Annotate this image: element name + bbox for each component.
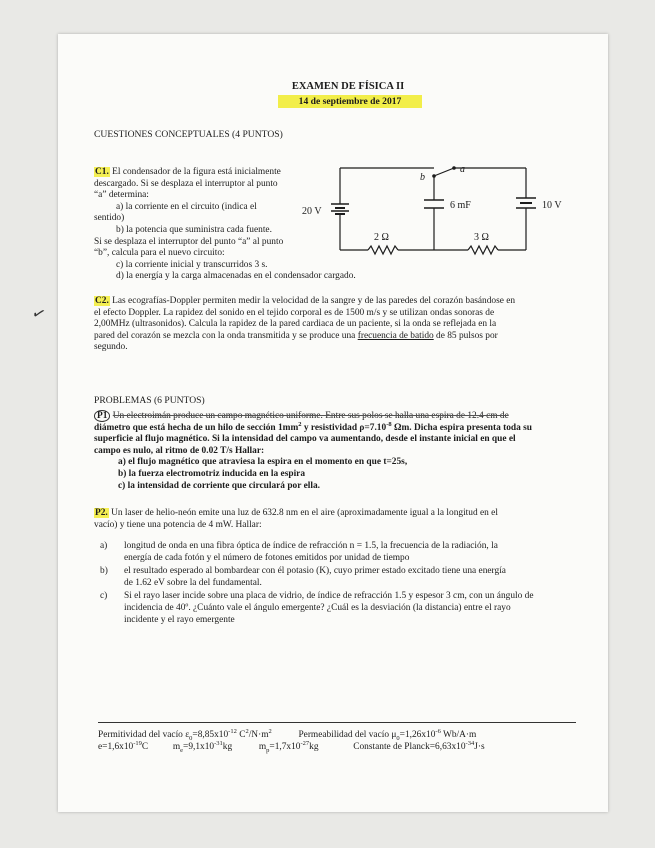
c1-line: El condensador de la figura está inicialmente [112,167,281,177]
const-planck [353,739,485,752]
c2-margin-mark: ✓ [29,304,48,325]
p1-line-2 [94,420,584,435]
c1-item-d: d) la energía y la carga almacenadas en el condensador cargado. [116,271,356,281]
switch-contact-a [452,166,456,170]
const-text: C [141,742,149,752]
p1-line: y resistividad ρ=7.10 [301,422,387,433]
p1-line: Ωm. Dicha espira presenta toda su [391,422,533,433]
exam-title: EXAMEN DE FÍSICA II [291,81,405,92]
c1-line: Si se desplaza el interruptor del punto “a” al punto [94,236,284,247]
p1-line: superficie al flujo magnético. Si la intensidad del campo va aumentando, desde el instante inicial en que el [94,434,516,445]
const-text: =1,26x10 [399,730,436,740]
const-electron-mass [172,739,233,754]
p2-item-letter: c) [100,591,108,602]
p1-item: a) el flujo magnético que atraviesa la espira en el momento en que t=25s, [118,457,408,468]
const-text: kg [309,742,319,752]
p1-item: b) la fuerza electromotriz inducida en la espira [118,468,306,479]
p1-line: Un electroimán produce un campo magnético uniforme. Entre sus polos se halla una espira de 12.4 cm de [112,411,509,421]
p2-item-a [94,541,584,564]
c2-line: segundo. [94,342,128,353]
const-text: Permeabilidad del vacío μ [298,730,397,740]
p2-item-line: de 1.62 eV sobre la del fundamental. [124,577,262,588]
p1-label: P1 [94,410,110,422]
const-text: Wb/A·m [440,730,477,740]
c2-line: de 85 pulsos por [436,330,498,341]
c2-line: pared del corazón se mezcla con la onda transmitida y se produce una [94,330,356,341]
p1-exp: -8 [386,420,392,428]
const-sub: e [180,746,184,754]
c2-line: el efecto Doppler. La rapidez del sonido en el tejido corporal es de 1500 m/s y se utilizan ondas sonoras de [94,307,495,318]
const-text: =8,85x10 [192,730,229,740]
exam-page [29,34,608,812]
c1-text [94,167,326,271]
p2-item-line: energía de cada fotón y el número de fotones emitidos por unidad de tiempo [124,552,410,563]
const-sub: p [266,746,270,754]
const-text: C [236,730,246,740]
p2-text [94,508,584,531]
c1-line: “a” determina: [94,190,149,201]
c1-item-c: c) la corriente inicial y transcurridos 3 s. [116,259,268,270]
const-exp: -31 [214,739,223,747]
const-sub: 0 [396,734,400,742]
p1-line: diámetro que está hecha de un hilo de sección 1mm [94,422,299,433]
const-sub: 0 [189,734,193,742]
constants-row-1 [98,727,477,742]
p1-item: c) la intensidad de corriente que circulará por ella. [118,480,320,491]
p2-item-line: longitud de onda en una fibra óptica de índice de refracción n = 1.5, la frecuencia de la radiación, la [124,541,498,551]
c1-line: sentido) [94,213,125,224]
label-2-ohm: 2 Ω [374,232,389,243]
const-text: e=1,6x10 [98,742,134,752]
const-text: /N·m [248,730,269,740]
const-text: =9,1x10 [183,742,215,752]
const-exp: 2 [268,727,272,735]
p2-item-b [94,566,584,589]
exam-date: 14 de septiembre de 2017 [278,95,422,108]
label-3-ohm: 3 Ω [474,232,489,243]
conceptual-heading: CUESTIONES CONCEPTUALES (4 PUNTOS) [94,129,283,140]
p2-item-c [94,591,584,626]
const-permittivity [98,727,272,742]
const-text: m [258,742,267,752]
p2-line: Un laser de helio-neón emite una luz de 632.8 nm en el aire (aproximadamente igual a la longitud en el [111,508,498,518]
c2-line: Las ecografías-Doppler permiten medir la velocidad de la sangre y de las paredes del corazón basándose en [112,296,516,306]
const-electron-charge [98,739,149,752]
p2-item-line: incidente y el rayo emergente [124,614,235,625]
const-exp: 2 [245,727,249,735]
const-text: kg [222,742,233,752]
const-text: m [172,742,181,752]
c2-label: C2. [95,296,109,306]
p1-text [94,411,584,492]
switch-contact-b [432,174,436,178]
p2-label: P2. [95,508,108,518]
const-text: J·s [474,742,485,752]
label-10v: 10 V [542,200,562,211]
constants-row-2 [98,739,485,754]
const-exp: -12 [228,727,237,735]
const-proton-mass [258,739,319,754]
p1-exp: 2 [298,420,302,428]
label-6mf: 6 mF [450,200,471,211]
p2-item-letter: a) [100,541,108,551]
p2-item-line: incidencia de 40º. ¿Cuánto vale el ángulo emergente? ¿Cuál es la desviación (la distancia) entre el rayo [124,602,511,613]
p2-item-line: Si el rayo laser incide sobre una placa de vidrio, de índice de refracción 1.5 y espesor 3 cm, con un ángulo de [124,591,534,602]
p2-item-line: el resultado esperado al bombardear con él potasio (K), cuyo primer estado excitado tiene una energía [124,566,506,577]
label-switch-b: b [420,172,425,183]
circuit-diagram [302,162,576,262]
label-switch-a: a [460,164,465,175]
const-text: Constante de Planck=6,63x10 [353,742,466,752]
c2-underlined: frecuencia de batido [357,330,434,341]
p2-item-letter: b) [100,566,108,577]
const-exp: -34 [465,739,475,747]
c1-item-a: a) la corriente en el circuito (indica el [116,201,257,212]
c2-text [94,296,580,354]
footer-rule [98,722,576,723]
const-exp: -6 [435,727,441,735]
const-exp: -19 [133,739,142,747]
p2-line: vacío) y tiene una potencia de 4 mW. Hallar: [94,519,262,530]
c1-line: descargado. Si se desplaza el interruptor al punto [94,178,278,189]
const-text: =1,7x10 [269,742,301,752]
label-20v: 20 V [302,206,322,217]
problems-heading: PROBLEMAS (6 PUNTOS) [94,395,205,406]
c2-line: 2,00MHz (ultrasonidos). Calcula la rapidez de la pared cardiaca de un paciente, si la onda se reflejada en la [94,319,497,330]
c1-line: “b”, calcula para el nuevo circuito: [94,248,225,259]
const-permeability [298,727,477,742]
const-exp: -27 [300,739,310,747]
const-text: Permitividad del vacío ε [98,730,190,740]
c1-item-b: b) la potencia que suministra cada fuente. [116,224,272,235]
p1-line: campo es nulo, al ritmo de 0.02 T/s Hallar: [94,445,265,456]
p2-items [94,541,584,626]
c1-label: C1. [95,167,109,177]
